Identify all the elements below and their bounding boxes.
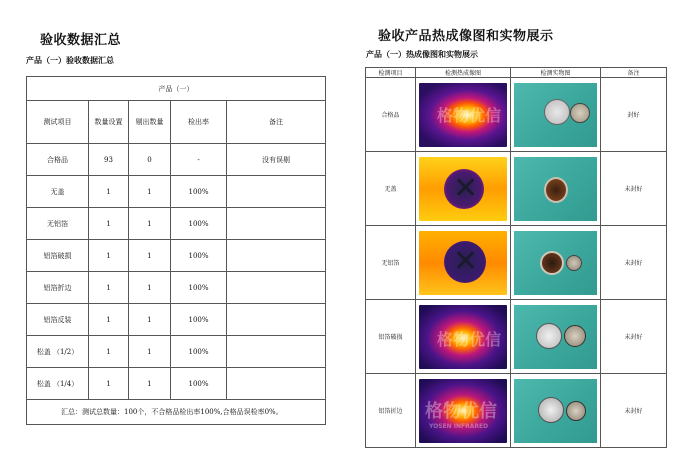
column-header: 数量设置 <box>89 101 129 144</box>
bottle-mouth <box>540 251 564 275</box>
table-row <box>366 374 667 448</box>
product-photo <box>514 231 597 295</box>
cell <box>227 336 326 368</box>
note-cell: 未封好 <box>601 152 667 226</box>
watermark-text: YOSEN INFRARED <box>429 422 489 430</box>
cell <box>227 368 326 400</box>
right-subtitle: 产品（一）热成像图和实物展示 <box>366 50 478 59</box>
column-header: 备注 <box>601 68 667 78</box>
thermal-image <box>419 83 507 147</box>
cell: 松盖 （1/4） <box>27 368 89 400</box>
right-title: 验收产品热成像图和实物展示 <box>378 29 554 44</box>
cell: 100% <box>171 240 227 272</box>
summary-text: 汇总：测试总数量：100个，不合格品检出率100%,合格品误检率0%。 <box>27 400 326 425</box>
cell: - <box>171 144 227 176</box>
cell: 1 <box>129 368 171 400</box>
cell: 铝箔折边 <box>27 272 89 304</box>
table-row <box>366 152 667 226</box>
right-page <box>338 0 675 450</box>
note-cell: 封好 <box>601 78 667 152</box>
cell <box>227 176 326 208</box>
table-row <box>27 240 326 272</box>
table-row <box>27 144 326 176</box>
table-row <box>366 78 667 152</box>
cell <box>227 208 326 240</box>
cell <box>227 272 326 304</box>
column-header: 检测热成像图 <box>416 68 511 78</box>
thermal-image <box>419 157 507 221</box>
left-title: 验收数据汇总 <box>40 33 122 48</box>
column-header: 备注 <box>227 101 326 144</box>
watermark-logo: 格物优信 <box>437 329 502 349</box>
note-cell: 未封好 <box>601 226 667 300</box>
cell: 松盖 （1/2） <box>27 336 89 368</box>
table-row <box>366 300 667 374</box>
table-row <box>366 226 667 300</box>
cell: 无铝箔 <box>27 208 89 240</box>
cell: 合格品 <box>27 144 89 176</box>
cell: 100% <box>171 304 227 336</box>
cell: 1 <box>89 208 129 240</box>
cell: 1 <box>129 336 171 368</box>
cell: 1 <box>129 208 171 240</box>
cell: 100% <box>171 272 227 304</box>
column-header: 检测实物图 <box>511 68 601 78</box>
cell: 1 <box>129 304 171 336</box>
watermark-logo: 格物优信 <box>425 400 497 422</box>
fail-x-mark: ✕ <box>453 243 479 279</box>
cell <box>227 304 326 336</box>
cell: 100% <box>171 336 227 368</box>
note-cell: 未封好 <box>601 374 667 448</box>
cap-lid <box>564 325 586 347</box>
item-label: 合格品 <box>366 78 416 152</box>
item-label: 铝箔折边 <box>366 374 416 448</box>
cell: 没有误剔 <box>227 144 326 176</box>
cell: 93 <box>89 144 129 176</box>
cap-lid <box>566 401 586 421</box>
thermal-image <box>419 231 507 295</box>
table-row <box>27 272 326 304</box>
cell: 1 <box>129 176 171 208</box>
cell: 1 <box>129 240 171 272</box>
cell: 100% <box>171 368 227 400</box>
acceptance-data-table <box>26 76 326 425</box>
product-photo <box>514 83 597 147</box>
left-subtitle: 产品（一）验收数据汇总 <box>26 56 114 65</box>
cell: 0 <box>129 144 171 176</box>
cap-lid <box>544 99 570 125</box>
note-cell: 未封好 <box>601 300 667 374</box>
fail-x-mark: ✕ <box>453 170 479 206</box>
item-label: 无盖 <box>366 152 416 226</box>
cell: 1 <box>89 240 129 272</box>
table-row <box>27 176 326 208</box>
item-label: 铝箔破损 <box>366 300 416 374</box>
column-header: 剔出数量 <box>129 101 171 144</box>
table-caption: 产品（一） <box>27 77 326 101</box>
cell: 无盖 <box>27 176 89 208</box>
cell: 100% <box>171 208 227 240</box>
cell: 1 <box>89 304 129 336</box>
cell <box>227 240 326 272</box>
cap-lid <box>570 103 590 123</box>
thermal-image <box>419 379 507 443</box>
cell: 1 <box>89 368 129 400</box>
product-photo <box>514 379 597 443</box>
bottle-mouth <box>544 177 568 203</box>
column-header: 检测项目 <box>366 68 416 78</box>
cap-lid <box>538 397 564 423</box>
watermark-logo: 格物优信 <box>437 105 502 125</box>
cell: 100% <box>171 176 227 208</box>
thermal-image <box>419 305 507 369</box>
cell: 铝箔反装 <box>27 304 89 336</box>
column-header: 检出率 <box>171 101 227 144</box>
table-row <box>27 336 326 368</box>
cell: 1 <box>129 272 171 304</box>
item-label: 无铝箔 <box>366 226 416 300</box>
cell: 1 <box>89 336 129 368</box>
product-photo <box>514 157 597 221</box>
cell: 铝箔破损 <box>27 240 89 272</box>
cell: 1 <box>89 272 129 304</box>
thermal-image-table <box>365 67 667 448</box>
column-header: 测试项目 <box>27 101 89 144</box>
product-photo <box>514 305 597 369</box>
table-row <box>27 304 326 336</box>
table-row <box>27 368 326 400</box>
cap-lid <box>566 255 582 271</box>
cap-lid <box>536 323 562 349</box>
table-row <box>27 208 326 240</box>
cell: 1 <box>89 176 129 208</box>
